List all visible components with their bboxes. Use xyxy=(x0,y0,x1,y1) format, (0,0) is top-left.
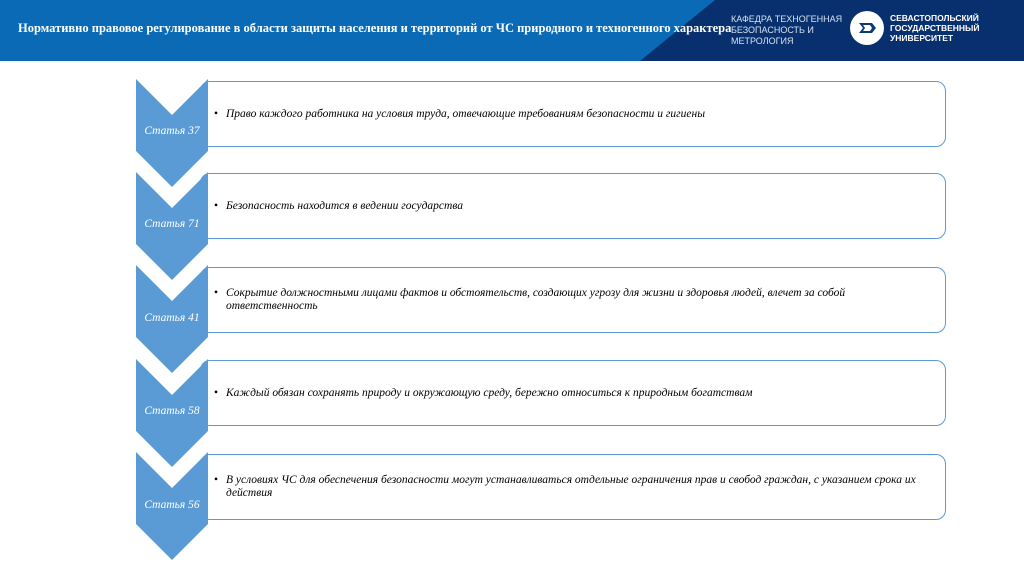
row-text: • Право каждого работника на условия труда, отвечающие требованиям безопасности и гигиены xyxy=(214,108,705,120)
row-text: • Безопасность находится в ведении государства xyxy=(214,200,464,212)
article-label: Статья 37 xyxy=(144,125,200,137)
row-text: • Каждый обязан сохранять природу и окружающую среду, бережно относиться к природным богатствам xyxy=(214,387,753,399)
article-label: Статья 56 xyxy=(144,499,200,511)
article-label: Статья 71 xyxy=(144,218,200,230)
article-label: Статья 58 xyxy=(144,405,200,417)
row-text: • Сокрытие должностными лицами фактов и обстоятельств, создающих угрозу для жизни и здоровья людей, влечет за собой ответственность xyxy=(214,287,846,312)
article-label: Статья 41 xyxy=(144,312,200,324)
university-logo-icon xyxy=(850,11,884,45)
page-title: Нормативно правовое регулирование в области защиты населения и территорий от ЧС природного и техногенного характера xyxy=(18,21,732,35)
header-bar xyxy=(0,0,1024,61)
department-name: КАФЕДРА ТЕХНОГЕННАЯ БЕЗОПАСНОСТЬ И МЕТРОЛОГИЯ xyxy=(731,14,843,46)
row-text: • В условиях ЧС для обеспечения безопасности могут устанавливаться отдельные ограничения прав и свобод граждан, с указанием срока их действия xyxy=(214,474,916,499)
university-name: СЕВАСТОПОЛЬСКИЙ ГОСУДАРСТВЕННЫЙ УНИВЕРСИТЕТ xyxy=(890,13,980,43)
